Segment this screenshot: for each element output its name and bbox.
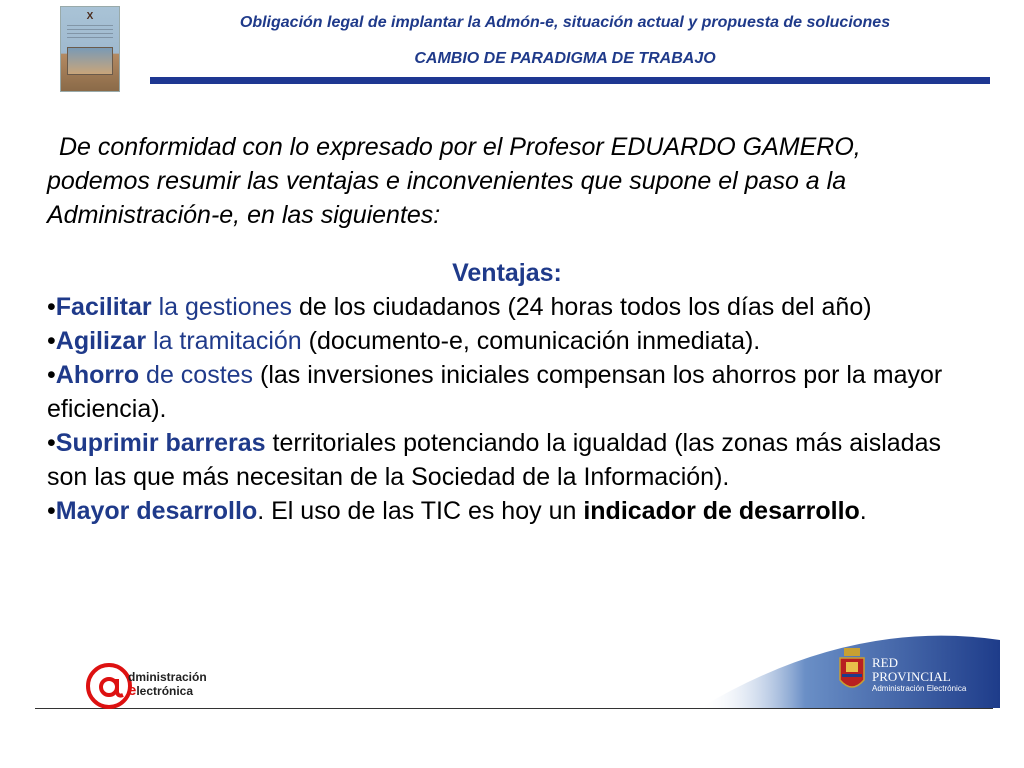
book-title-lines [67, 25, 113, 41]
rp-line-2: PROVINCIAL [872, 669, 951, 684]
logo-e: e [128, 682, 137, 699]
bullet-key: Agilizar [55, 327, 147, 355]
admin-electronica-logo [128, 670, 207, 698]
bullet-marker: • [47, 293, 56, 321]
book-mark: X [86, 11, 94, 22]
logo-line-2: lectrónica [136, 684, 194, 698]
at-logo-icon [85, 662, 133, 710]
bullet-key: Facilitar [55, 293, 152, 321]
bullet-key: Mayor desarrollo [55, 497, 258, 525]
bullet-marker: • [47, 327, 56, 355]
header-title: Obligación legal de implantar la Admón-e, situación actual y propuesta de soluciones [239, 14, 891, 31]
bullet-text: (las inversiones iniciales compensan los ahorros por la mayor eficiencia). [47, 361, 943, 423]
bullet-key: Suprimir barreras [55, 429, 266, 457]
bullet-mayor [47, 494, 967, 528]
bullet-emph: la tramitación [146, 327, 302, 355]
bullet-text: (documento-e, comunicación inmediata). [301, 327, 761, 355]
rp-subtitle: Administración Electrónica [872, 684, 967, 693]
bullet-agilizar [47, 324, 967, 358]
book-cover-image [60, 6, 120, 92]
advantages-heading: Ventajas: [452, 259, 562, 287]
bullet-key: Ahorro [55, 361, 140, 389]
footer-rule [35, 708, 993, 709]
bullet-marker: • [47, 497, 56, 525]
slide-content [47, 130, 967, 528]
bullet-facilitar [47, 290, 967, 324]
bullet-end: . [859, 497, 867, 525]
logo-line-1: dministración [128, 670, 207, 684]
bullet-emph: de costes [139, 361, 254, 389]
bullet-marker: • [47, 361, 56, 389]
bullet-marker: • [47, 429, 56, 457]
bullet-suprimir [47, 426, 967, 494]
provincial-crest-icon [838, 648, 866, 694]
bullet-emph: la gestiones [151, 293, 293, 321]
book-photo [67, 47, 113, 75]
intro-paragraph: De conformidad con lo expresado por el Profesor EDUARDO GAMERO, podemos resumir las ventajas e inconvenientes que supone el paso a la Administración-e, en las siguientes: [47, 133, 861, 229]
red-provincial-logo [872, 656, 951, 684]
bullet-text: de los ciudadanos (24 horas todos los días del año) [292, 293, 872, 321]
bullet-bold-tail: indicador de desarrollo [583, 497, 860, 525]
bullet-ahorro [47, 358, 967, 426]
bullet-text: . El uso de las TIC es hoy un [257, 497, 584, 525]
header-subtitle: CAMBIO DE PARADIGMA DE TRABAJO [414, 50, 716, 67]
header-rule [150, 77, 990, 84]
rp-line-1: RED [872, 655, 898, 670]
bullet-text: territoriales potenciando la igualdad (las zonas más aisladas son las que más necesitan de la Sociedad de la Información). [47, 429, 941, 491]
